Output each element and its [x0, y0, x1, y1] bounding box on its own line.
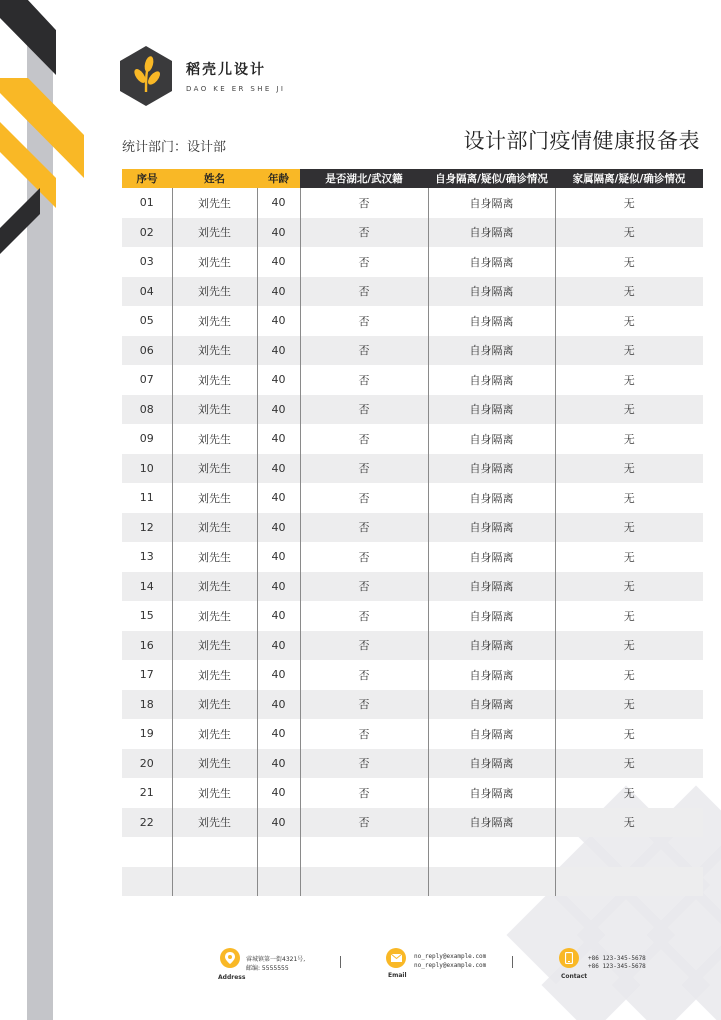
cell-hubei: 否 [300, 808, 428, 838]
cell-number [122, 867, 172, 897]
email-line1[interactable]: no_reply@example.com [414, 953, 487, 960]
cell-number: 15 [139, 609, 154, 623]
location-pin-icon [220, 948, 240, 968]
address-line1: 睿城镇第一街4321号, [246, 956, 306, 963]
cell-self-status: 自身隔离 [428, 247, 555, 277]
cell-hubei: 否 [300, 601, 428, 631]
cell-hubei: 否 [300, 424, 428, 454]
table-row [122, 454, 703, 484]
cell-number: 20 [122, 749, 172, 779]
cell-age: 40 [257, 454, 300, 484]
brand-name: 稻壳儿设计 [186, 62, 266, 78]
cell-family-status: 无 [555, 365, 703, 395]
table-row [122, 542, 703, 572]
cell-family-status: 无 [555, 188, 703, 218]
cell-number [122, 837, 172, 867]
cell-family-status: 无 [555, 778, 703, 808]
cell-name: 刘先生 [172, 542, 257, 572]
cell-name: 刘先生 [172, 395, 257, 425]
table-row [122, 306, 703, 336]
cell-hubei: 否 [300, 542, 428, 572]
cell-age: 40 [257, 306, 300, 336]
page-title: 设计部门疫情健康报备表 [463, 129, 700, 153]
cell-number: 08 [122, 395, 172, 425]
table-row [122, 778, 703, 808]
cell-name: 刘先生 [172, 601, 257, 631]
cell-family-status: 无 [555, 395, 703, 425]
cell-age: 40 [257, 690, 300, 720]
table-row [122, 218, 703, 248]
cell-age [257, 867, 300, 897]
phone-icon [559, 948, 579, 968]
cell-number: 07 [139, 373, 154, 387]
cell-age: 40 [257, 365, 300, 395]
cell-age: 40 [257, 395, 300, 425]
footer [0, 943, 721, 988]
cell-self-status: 自身隔离 [428, 483, 555, 513]
cell-hubei [300, 837, 428, 867]
cell-self-status: 自身隔离 [428, 719, 555, 749]
envelope-icon [386, 948, 406, 968]
cell-self-status: 自身隔离 [428, 808, 555, 838]
cell-family-status [555, 867, 703, 897]
cell-name [172, 837, 257, 867]
table-row [122, 247, 703, 277]
cell-name: 刘先生 [172, 719, 257, 749]
cell-self-status: 自身隔离 [428, 513, 555, 543]
contact-label: Contact [561, 973, 588, 980]
cell-family-status: 无 [555, 306, 703, 336]
cell-number: 21 [139, 786, 154, 800]
cell-name: 刘先生 [172, 690, 257, 720]
cell-family-status: 无 [555, 247, 703, 277]
cell-self-status: 自身隔离 [428, 277, 555, 307]
cell-number: 02 [122, 218, 172, 248]
cell-self-status: 自身隔离 [428, 306, 555, 336]
cell-name: 刘先生 [172, 336, 257, 366]
cell-family-status [555, 837, 703, 867]
cell-hubei: 否 [300, 778, 428, 808]
email-label: Email [388, 972, 407, 979]
cell-self-status: 自身隔离 [428, 631, 555, 661]
cell-self-status: 自身隔离 [428, 336, 555, 366]
cell-age: 40 [257, 572, 300, 602]
cell-name: 刘先生 [172, 188, 257, 218]
cell-family-status: 无 [555, 690, 703, 720]
cell-self-status: 自身隔离 [428, 778, 555, 808]
cell-age: 40 [257, 424, 300, 454]
cell-self-status: 自身隔离 [428, 365, 555, 395]
cell-family-status: 无 [555, 749, 703, 779]
cell-name: 刘先生 [172, 660, 257, 690]
cell-age: 40 [257, 188, 300, 218]
cell-family-status: 无 [555, 218, 703, 248]
cell-family-status: 无 [555, 660, 703, 690]
cell-number: 12 [122, 513, 172, 543]
cell-number: 09 [139, 432, 154, 446]
department-label: 统计部门：设计部 [122, 140, 227, 155]
cell-family-status: 无 [555, 808, 703, 838]
cell-hubei [300, 867, 428, 897]
cell-family-status: 无 [555, 483, 703, 513]
table-row [122, 513, 703, 543]
cell-number: 13 [139, 550, 154, 564]
cell-age: 40 [257, 778, 300, 808]
cell-self-status: 自身隔离 [428, 601, 555, 631]
cell-family-status: 无 [555, 424, 703, 454]
cell-number: 10 [122, 454, 172, 484]
cell-number: 01 [139, 196, 154, 210]
table-row [122, 483, 703, 513]
cell-hubei: 否 [300, 690, 428, 720]
table-body [122, 188, 703, 896]
table-row [122, 631, 703, 661]
col-header-hubei: 是否湖北/武汉籍 [300, 169, 428, 188]
cell-self-status: 自身隔离 [428, 424, 555, 454]
cell-family-status: 无 [555, 631, 703, 661]
cell-hubei: 否 [300, 365, 428, 395]
cell-hubei: 否 [300, 247, 428, 277]
cell-name [172, 867, 257, 897]
cell-family-status: 无 [555, 513, 703, 543]
cell-family-status: 无 [555, 601, 703, 631]
cell-hubei: 否 [300, 188, 428, 218]
table-row [122, 336, 703, 366]
cell-age: 40 [257, 660, 300, 690]
cell-family-status: 无 [555, 542, 703, 572]
brand [186, 59, 285, 93]
cell-self-status [428, 837, 555, 867]
col-header-family-status: 家属隔离/疑似/确诊情况 [555, 169, 703, 188]
table-row [122, 572, 703, 602]
cell-family-status: 无 [555, 572, 703, 602]
footer-divider [340, 956, 341, 968]
cell-name: 刘先生 [172, 365, 257, 395]
cell-age: 40 [257, 719, 300, 749]
address-line2: 邮编: 5555555 [246, 965, 289, 972]
cell-self-status: 自身隔离 [428, 749, 555, 779]
cell-self-status: 自身隔离 [428, 542, 555, 572]
cell-self-status: 自身隔离 [428, 572, 555, 602]
table-row [122, 277, 703, 307]
cell-name: 刘先生 [172, 424, 257, 454]
decor-diagonal-bands [0, 0, 120, 300]
cell-name: 刘先生 [172, 454, 257, 484]
cell-hubei: 否 [300, 483, 428, 513]
cell-hubei: 否 [300, 306, 428, 336]
col-header-name: 姓名 [172, 169, 257, 188]
cell-number: 17 [139, 668, 154, 682]
cell-name: 刘先生 [172, 218, 257, 248]
cell-hubei: 否 [300, 749, 428, 779]
cell-family-status: 无 [555, 336, 703, 366]
table-row [122, 808, 703, 838]
cell-family-status: 无 [555, 454, 703, 484]
table-row [122, 749, 703, 779]
cell-hubei: 否 [300, 631, 428, 661]
brand-subtitle: DAO KE ER SHE JI [186, 85, 286, 93]
table-row [122, 660, 703, 690]
cell-name: 刘先生 [172, 247, 257, 277]
cell-number: 05 [139, 314, 154, 328]
cell-self-status [428, 867, 555, 897]
cell-age: 40 [257, 542, 300, 572]
table-row [122, 601, 703, 631]
table-row [122, 365, 703, 395]
col-header-age: 年龄 [257, 169, 300, 188]
col-header-number: 序号 [122, 169, 172, 188]
email-line2[interactable]: no_reply@example.com [414, 962, 487, 969]
cell-name: 刘先生 [172, 808, 257, 838]
cell-age: 40 [257, 247, 300, 277]
cell-name: 刘先生 [172, 513, 257, 543]
cell-number: 11 [139, 491, 154, 505]
contact-line1: +86 123-345-5678 [588, 955, 646, 962]
cell-number: 22 [122, 808, 172, 838]
table-row [122, 719, 703, 749]
cell-hubei: 否 [300, 660, 428, 690]
table-header-row [122, 169, 703, 188]
cell-hubei: 否 [300, 277, 428, 307]
cell-age: 40 [257, 218, 300, 248]
table-row [122, 395, 703, 425]
cell-age: 40 [257, 277, 300, 307]
cell-name: 刘先生 [172, 572, 257, 602]
table-row [122, 867, 703, 897]
cell-age: 40 [257, 808, 300, 838]
cell-number: 16 [122, 631, 172, 661]
table-row [122, 837, 703, 867]
cell-self-status: 自身隔离 [428, 454, 555, 484]
cell-age: 40 [257, 483, 300, 513]
cell-name: 刘先生 [172, 306, 257, 336]
cell-self-status: 自身隔离 [428, 660, 555, 690]
col-header-self-status: 自身隔离/疑似/确诊情况 [428, 169, 555, 188]
cell-hubei: 否 [300, 218, 428, 248]
cell-name: 刘先生 [172, 749, 257, 779]
cell-age: 40 [257, 336, 300, 366]
cell-hubei: 否 [300, 572, 428, 602]
wheat-logo-icon [118, 46, 174, 106]
cell-number: 04 [122, 277, 172, 307]
cell-hubei: 否 [300, 336, 428, 366]
cell-number: 03 [139, 255, 154, 269]
cell-age: 40 [257, 749, 300, 779]
footer-divider [512, 956, 513, 968]
contact-line2: +86 123-345-5678 [588, 963, 646, 970]
address-label: Address [218, 974, 246, 981]
cell-name: 刘先生 [172, 778, 257, 808]
cell-age: 40 [257, 601, 300, 631]
table-row [122, 690, 703, 720]
report-table [122, 169, 703, 896]
cell-self-status: 自身隔离 [428, 188, 555, 218]
cell-name: 刘先生 [172, 277, 257, 307]
cell-family-status: 无 [555, 277, 703, 307]
cell-family-status: 无 [555, 719, 703, 749]
cell-self-status: 自身隔离 [428, 690, 555, 720]
cell-age [257, 837, 300, 867]
cell-hubei: 否 [300, 513, 428, 543]
cell-name: 刘先生 [172, 631, 257, 661]
table-row [122, 424, 703, 454]
cell-age: 40 [257, 631, 300, 661]
cell-hubei: 否 [300, 395, 428, 425]
cell-age: 40 [257, 513, 300, 543]
cell-number: 18 [122, 690, 172, 720]
table-row [122, 188, 703, 218]
cell-hubei: 否 [300, 454, 428, 484]
cell-hubei: 否 [300, 719, 428, 749]
cell-name: 刘先生 [172, 483, 257, 513]
cell-number: 14 [122, 572, 172, 602]
cell-number: 06 [122, 336, 172, 366]
cell-self-status: 自身隔离 [428, 218, 555, 248]
cell-self-status: 自身隔离 [428, 395, 555, 425]
cell-number: 19 [139, 727, 154, 741]
